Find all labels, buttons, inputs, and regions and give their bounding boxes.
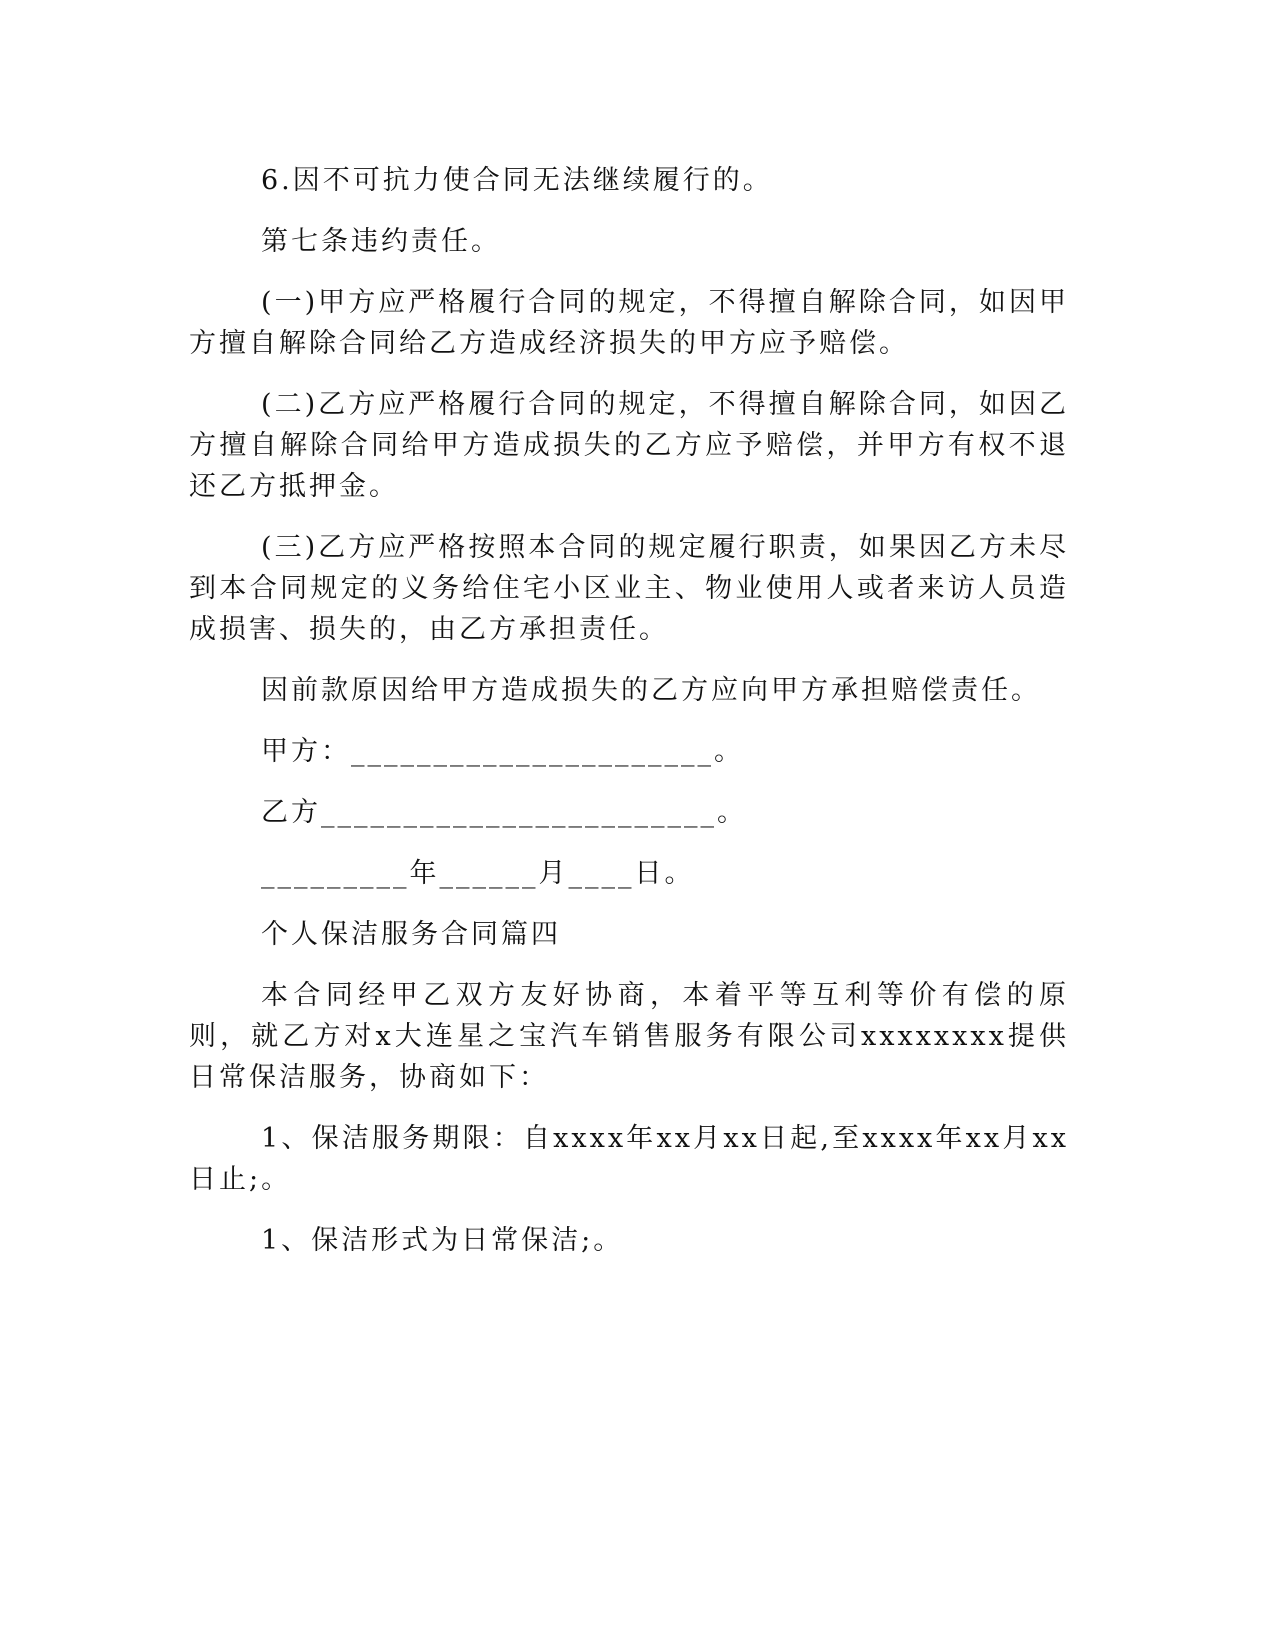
signature-party-b: 乙方________________________。 bbox=[261, 797, 747, 828]
paragraph-party-b-duties: (三)乙方应严格按照本合同的规定履行职责，如果因乙方未尽到本合同规定的义务给住宅小区业主、物业使用人或者来访人员造成损害、损失的，由乙方承担责任。 bbox=[189, 532, 1069, 645]
paragraph-party-b-liability: (二)乙方应严格履行合同的规定，不得擅自解除合同，如因乙方擅自解除合同给甲方造成损失的乙方应予赔偿，并甲方有权不退还乙方抵押金。 bbox=[189, 389, 1069, 502]
paragraph-force-majeure: 6.因不可抗力使合同无法继续履行的。 bbox=[261, 165, 773, 196]
heading-article-seven: 第七条违约责任。 bbox=[261, 226, 501, 257]
paragraph-intro: 本合同经甲乙双方友好协商，本着平等互利等价有偿的原则，就乙方对x大连星之宝汽车销售服务有限公司xxxxxxxx提供日常保洁服务，协商如下： bbox=[189, 980, 1069, 1093]
paragraph-compensation: 因前款原因给甲方造成损失的乙方应向甲方承担赔偿责任。 bbox=[261, 675, 1041, 706]
document-body bbox=[189, 160, 1069, 1261]
paragraph-service-form: 1、保洁形式为日常保洁;。 bbox=[261, 1225, 624, 1256]
paragraph-service-period: 1、保洁服务期限：自xxxx年xx月xx日起,至xxxx年xx月xx日止;。 bbox=[189, 1123, 1069, 1195]
paragraph-party-a-liability: (一)甲方应严格履行合同的规定，不得擅自解除合同，如因甲方擅自解除合同给乙方造成经济损失的甲方应予赔偿。 bbox=[189, 287, 1069, 359]
signature-date: _________年______月____日。 bbox=[261, 858, 695, 889]
section-title: 个人保洁服务合同篇四 bbox=[261, 919, 561, 950]
signature-party-a: 甲方：______________________。 bbox=[261, 736, 744, 767]
